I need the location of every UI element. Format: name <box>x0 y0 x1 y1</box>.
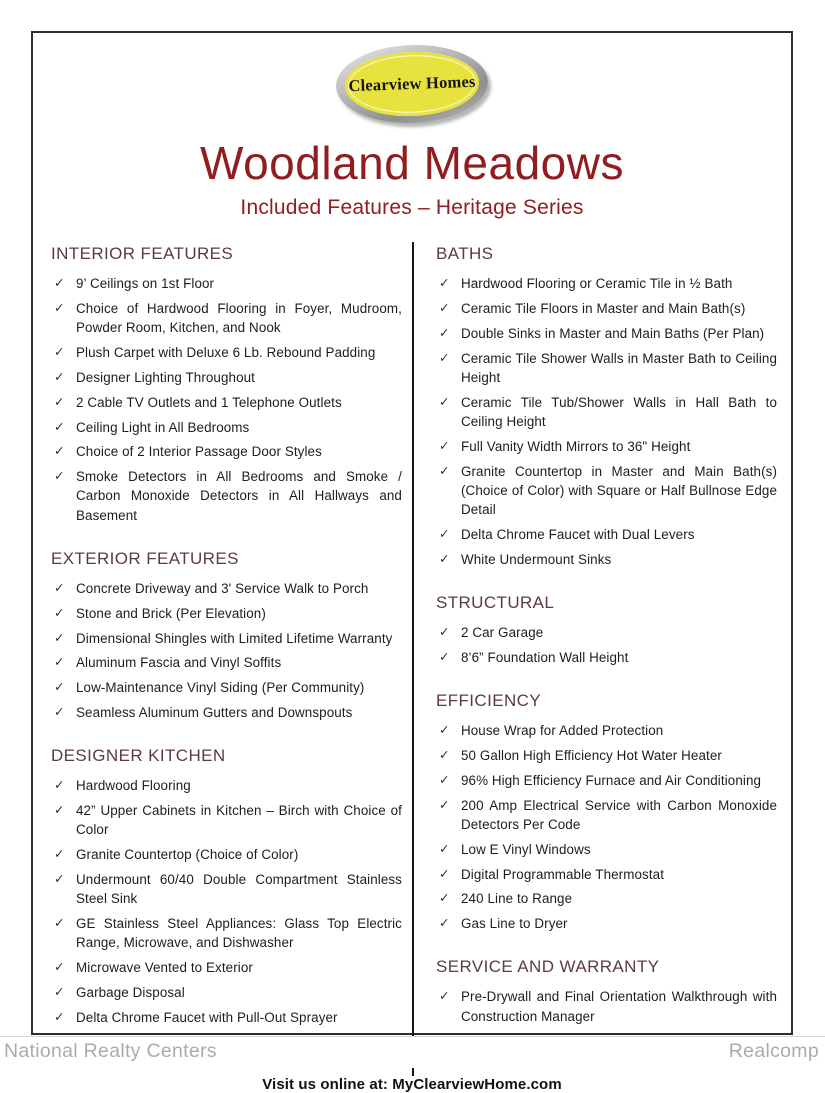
feature-item <box>51 343 402 362</box>
feature-item-text: 2 Car Garage <box>460 625 544 641</box>
feature-item-text: White Undermount Sinks <box>460 551 612 567</box>
feature-item <box>51 983 402 1002</box>
website-line: Visit us online at: MyClearviewHome.com <box>262 1075 562 1093</box>
feature-item <box>51 776 402 795</box>
feature-item-text: Microwave Vented to Exterior <box>76 960 253 976</box>
feature-section <box>51 746 402 1027</box>
feature-item <box>51 299 402 338</box>
checkmark-icon: ✓ <box>438 438 450 453</box>
feature-item-text: Ceramic Tile Shower Walls in Master Bath to Ceiling Height <box>460 350 777 385</box>
feature-item <box>51 870 402 909</box>
feature-item-text: Hardwood Flooring or Ceramic Tile in ½ Bath <box>460 276 733 292</box>
checkmark-icon: ✓ <box>438 748 450 763</box>
checkmark-icon: ✓ <box>54 369 65 384</box>
feature-item-text: Stone and Brick (Per Elevation) <box>76 605 266 621</box>
feature-item <box>436 462 777 520</box>
checkmark-icon: ✓ <box>54 705 65 720</box>
checkmark-icon: ✓ <box>54 444 65 459</box>
feature-item <box>51 678 402 697</box>
checkmark-icon: ✓ <box>54 847 65 862</box>
checkmark-icon: ✓ <box>54 872 65 887</box>
feature-item <box>436 437 777 456</box>
section-heading: BATHS <box>435 244 494 264</box>
page-title: Woodland Meadows <box>200 137 624 189</box>
checkmark-icon: ✓ <box>54 985 65 1000</box>
checkmark-icon: ✓ <box>438 989 450 1004</box>
feature-item <box>436 746 777 765</box>
feature-item-text: Delta Chrome Faucet with Pull-Out Sprayer <box>76 1009 338 1025</box>
feature-item-text: GE Stainless Steel Appliances: Glass Top Electric Range, Microwave, and Dishwasher <box>76 916 402 951</box>
feature-item <box>51 629 402 648</box>
feature-item-text: Delta Chrome Faucet with Dual Levers <box>460 527 695 543</box>
feature-item-text: House Wrap for Added Protection <box>460 723 664 739</box>
attribution-left: National Realty Centers <box>4 1040 217 1062</box>
feature-item <box>51 579 402 598</box>
feature-item <box>51 801 402 840</box>
feature-item-text: Granite Countertop (Choice of Color) <box>76 847 299 863</box>
logo-silver-ring <box>335 42 490 125</box>
checkmark-icon: ✓ <box>438 866 450 881</box>
feature-item-text: Garbage Disposal <box>76 985 185 1001</box>
feature-item <box>436 324 777 343</box>
feature-item-text: Low-Maintenance Vinyl Siding (Per Community) <box>76 680 365 696</box>
section-heading: DESIGNER KITCHEN <box>51 746 226 766</box>
feature-item-text: 200 Amp Electrical Service with Carbon Monoxide Detectors Per Code <box>460 797 777 832</box>
checkmark-icon: ✓ <box>54 630 65 645</box>
feature-item <box>436 721 777 740</box>
feature-item <box>51 703 402 722</box>
checkmark-icon: ✓ <box>438 551 450 566</box>
feature-item-text: Full Vanity Width Mirrors to 36" Height <box>460 438 691 454</box>
feature-item <box>51 1008 402 1027</box>
feature-item <box>51 393 402 412</box>
feature-item-text: Designer Lighting Throughout <box>76 369 255 385</box>
feature-item <box>436 525 777 544</box>
checkmark-icon: ✓ <box>438 772 450 787</box>
checkmark-icon: ✓ <box>438 394 450 409</box>
feature-item-text: 50 Gallon High Efficiency Hot Water Heater <box>460 748 722 764</box>
feature-item <box>51 467 402 525</box>
checkmark-icon: ✓ <box>438 625 450 640</box>
feature-item-text: Choice of 2 Interior Passage Door Styles <box>76 444 322 460</box>
feature-item-text: Pre-Drywall and Final Orientation Walkthrough with Construction Manager <box>460 989 777 1024</box>
feature-item-text: Seamless Aluminum Gutters and Downspouts <box>76 705 353 721</box>
feature-item <box>436 623 777 642</box>
feature-item <box>436 771 777 790</box>
checkmark-icon: ✓ <box>54 605 65 620</box>
feature-item-text: Digital Programmable Thermostat <box>460 866 665 882</box>
feature-section <box>436 691 777 933</box>
checkmark-icon: ✓ <box>438 350 450 365</box>
checkmark-icon: ✓ <box>54 680 65 695</box>
checkmark-icon: ✓ <box>54 916 65 931</box>
feature-item-text: Hardwood Flooring <box>76 778 191 794</box>
feature-item <box>51 653 402 672</box>
feature-item <box>51 604 402 623</box>
feature-item-text: Gas Line to Dryer <box>460 916 568 932</box>
checkmark-icon: ✓ <box>438 463 450 478</box>
checkmark-icon: ✓ <box>54 960 65 975</box>
feature-item-text: Smoke Detectors in All Bedrooms and Smoke / Carbon Monoxide Detectors in All Hallways and Basement <box>76 469 402 523</box>
feature-item <box>436 889 777 908</box>
checkmark-icon: ✓ <box>54 394 65 409</box>
checkmark-icon: ✓ <box>54 345 65 360</box>
feature-item-text: Aluminum Fascia and Vinyl Soffits <box>76 655 282 671</box>
feature-item-text: 9’ Ceilings on 1st Floor <box>76 276 215 292</box>
attribution-footer <box>0 1036 825 1068</box>
checkmark-icon: ✓ <box>438 301 450 316</box>
feature-item <box>436 987 777 1026</box>
feature-item <box>436 914 777 933</box>
feature-item-text: Concrete Driveway and 3' Service Walk to Porch <box>76 581 369 597</box>
feature-item <box>436 349 777 388</box>
left-column <box>49 242 412 1075</box>
feature-item-text: 240 Line to Range <box>460 891 573 907</box>
feature-section <box>436 244 777 569</box>
checkmark-icon: ✓ <box>54 276 65 291</box>
feature-item <box>436 393 777 432</box>
logo-yellow-oval <box>344 50 480 119</box>
feature-item <box>51 914 402 953</box>
feature-item <box>51 958 402 977</box>
feature-item <box>436 550 777 569</box>
feature-item-text: Ceiling Light in All Bedrooms <box>76 419 250 435</box>
checkmark-icon: ✓ <box>438 916 450 931</box>
checkmark-icon: ✓ <box>438 276 450 291</box>
feature-section <box>436 593 777 667</box>
feature-item-text: Plush Carpet with Deluxe 6 Lb. Rebound Padding <box>76 345 376 361</box>
checkmark-icon: ✓ <box>438 723 450 738</box>
clearview-homes-logo <box>335 42 490 125</box>
section-heading: EXTERIOR FEATURES <box>51 549 239 569</box>
feature-item-text: Dimensional Shingles with Limited Lifetime Warranty <box>76 630 393 646</box>
feature-item-text: 42” Upper Cabinets in Kitchen – Birch with Choice of Color <box>76 803 402 838</box>
checkmark-icon: ✓ <box>438 649 450 664</box>
feature-item <box>436 299 777 318</box>
checkmark-icon: ✓ <box>438 527 450 542</box>
section-heading: STRUCTURAL <box>435 593 555 613</box>
checkmark-icon: ✓ <box>54 419 65 434</box>
feature-item-text: Ceramic Tile Floors in Master and Main Bath(s) <box>460 301 746 317</box>
feature-item <box>436 648 777 667</box>
feature-item-text: Choice of Hardwood Flooring in Foyer, Mudroom, Powder Room, Kitchen, and Nook <box>76 301 402 336</box>
feature-item-text: 96% High Efficiency Furnace and Air Conditioning <box>460 772 762 788</box>
checkmark-icon: ✓ <box>54 1009 65 1024</box>
feature-item-text: Double Sinks in Master and Main Baths (Per Plan) <box>460 325 765 341</box>
feature-item-text: 2 Cable TV Outlets and 1 Telephone Outlets <box>76 394 342 410</box>
feature-item <box>51 442 402 461</box>
feature-item-text: Low E Vinyl Windows <box>460 841 591 857</box>
right-column <box>414 242 777 1075</box>
section-heading: SERVICE AND WARRANTY <box>435 957 660 977</box>
feature-item-text: Granite Countertop in Master and Main Bath(s) (Choice of Color) with Square or Half Bullnose Edge Detail <box>460 463 777 518</box>
feature-item <box>51 368 402 387</box>
feature-item <box>436 840 777 859</box>
checkmark-icon: ✓ <box>438 841 450 856</box>
feature-section <box>51 549 402 722</box>
section-heading: INTERIOR FEATURES <box>51 244 234 264</box>
feature-item <box>436 865 777 884</box>
checkmark-icon: ✓ <box>54 581 65 596</box>
checkmark-icon: ✓ <box>438 891 450 906</box>
checkmark-icon: ✓ <box>54 803 65 818</box>
feature-section <box>51 244 402 525</box>
feature-item <box>51 845 402 864</box>
feature-item <box>436 274 777 293</box>
checkmark-icon: ✓ <box>54 778 65 793</box>
checkmark-icon: ✓ <box>54 469 65 484</box>
page-subtitle: Included Features – Heritage Series <box>240 196 584 220</box>
checkmark-icon: ✓ <box>54 301 65 316</box>
feature-item-text: 8’6” Foundation Wall Height <box>460 649 629 665</box>
attribution-right: Realcomp <box>728 1040 819 1062</box>
logo-text: Clearview Homes <box>348 71 476 96</box>
checkmark-icon: ✓ <box>438 325 450 340</box>
feature-item-text: Ceramic Tile Tub/Shower Walls in Hall Bath to Ceiling Height <box>460 394 777 430</box>
feature-item-text: Undermount 60/40 Double Compartment Stainless Steel Sink <box>76 872 402 907</box>
feature-item <box>51 418 402 437</box>
checkmark-icon: ✓ <box>54 655 65 670</box>
feature-item <box>51 274 402 293</box>
checkmark-icon: ✓ <box>438 797 450 812</box>
feature-item <box>436 796 777 835</box>
section-heading: EFFICIENCY <box>435 691 542 711</box>
feature-columns <box>33 242 791 1075</box>
